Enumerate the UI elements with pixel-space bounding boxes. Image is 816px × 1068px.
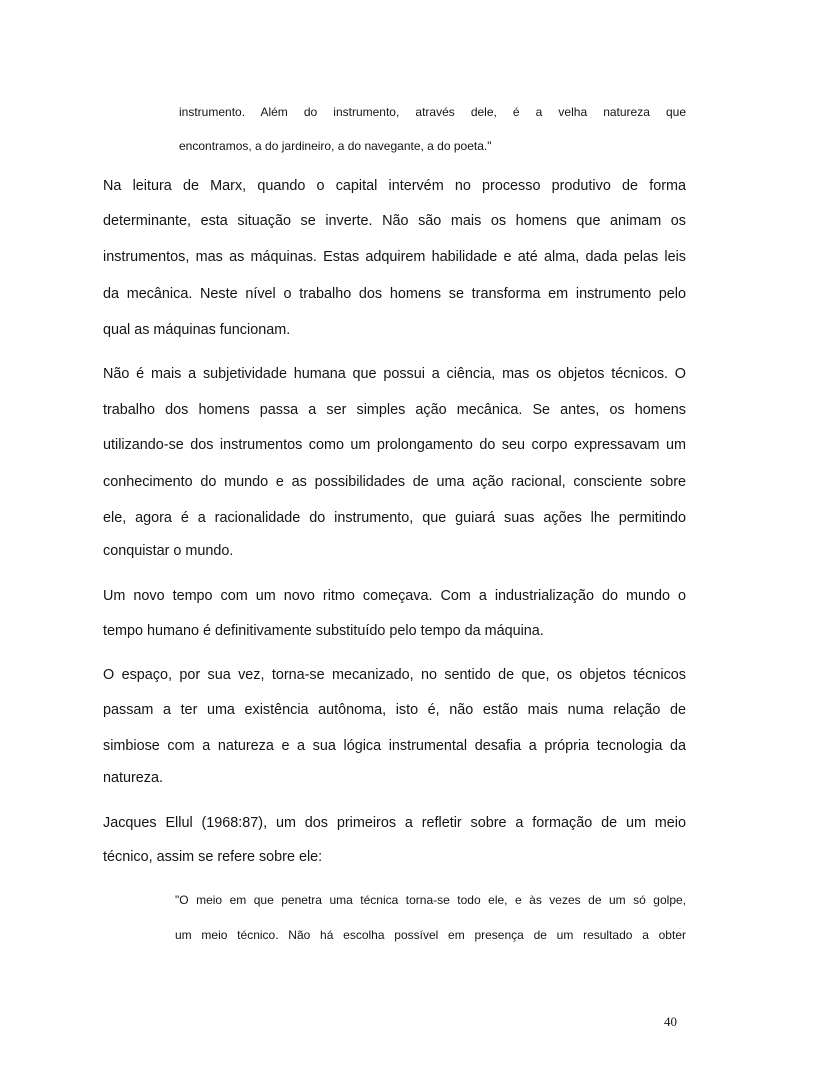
paragraph-line: Na leitura de Marx, quando o capital intervém no processo produtivo de forma bbox=[103, 178, 686, 194]
paragraph-line: passam a ter uma existência autônoma, isto é, não estão mais numa relação de bbox=[103, 702, 686, 718]
paragraph-line: natureza. bbox=[103, 770, 164, 786]
paragraph-line: conquistar o mundo. bbox=[103, 543, 234, 559]
paragraph-line: técnico, assim se refere sobre ele: bbox=[103, 849, 323, 865]
paragraph-line: simbiose com a natureza e a sua lógica instrumental desafia a própria tecnologia da bbox=[103, 738, 686, 754]
quote-line: instrumento. Além do instrumento, através dele, é a velha natureza que bbox=[179, 105, 686, 119]
quote-line: "O meio em que penetra uma técnica torna-se todo ele, e às vezes de um só golpe, bbox=[175, 893, 686, 907]
paragraph-line: trabalho dos homens passa a ser simples ação mecânica. Se antes, os homens bbox=[103, 402, 686, 418]
paragraph-line: da mecânica. Neste nível o trabalho dos homens se transforma em instrumento pelo bbox=[103, 286, 686, 302]
paragraph-line: conhecimento do mundo e as possibilidades de uma ação racional, consciente sobre bbox=[103, 474, 686, 490]
page-number: 40 bbox=[664, 1014, 677, 1029]
paragraph-line: instrumentos, mas as máquinas. Estas adquirem habilidade e até alma, dada pelas leis bbox=[103, 249, 686, 265]
paragraph-line: tempo humano é definitivamente substituído pelo tempo da máquina. bbox=[103, 623, 544, 639]
paragraph-line: determinante, esta situação se inverte. Não são mais os homens que animam os bbox=[103, 213, 686, 229]
paragraph-line: ele, agora é a racionalidade do instrumento, que guiará suas ações lhe permitindo bbox=[103, 510, 686, 526]
paragraph-line: Um novo tempo com um novo ritmo começava. Com a industrialização do mundo o bbox=[103, 588, 686, 604]
quote-line: encontramos, a do jardineiro, a do navegante, a do poeta." bbox=[179, 139, 492, 153]
quote-line: um meio técnico. Não há escolha possível em presença de um resultado a obter bbox=[175, 928, 686, 942]
paragraph-line: qual as máquinas funcionam. bbox=[103, 322, 291, 338]
paragraph-line: utilizando-se dos instrumentos como um prolongamento do seu corpo expressavam um bbox=[103, 437, 686, 453]
paragraph-line: O espaço, por sua vez, torna-se mecanizado, no sentido de que, os objetos técnicos bbox=[103, 667, 686, 683]
paragraph-line: Não é mais a subjetividade humana que possui a ciência, mas os objetos técnicos. O bbox=[103, 366, 686, 382]
paragraph-line: Jacques Ellul (1968:87), um dos primeiros a refletir sobre a formação de um meio bbox=[103, 815, 686, 831]
